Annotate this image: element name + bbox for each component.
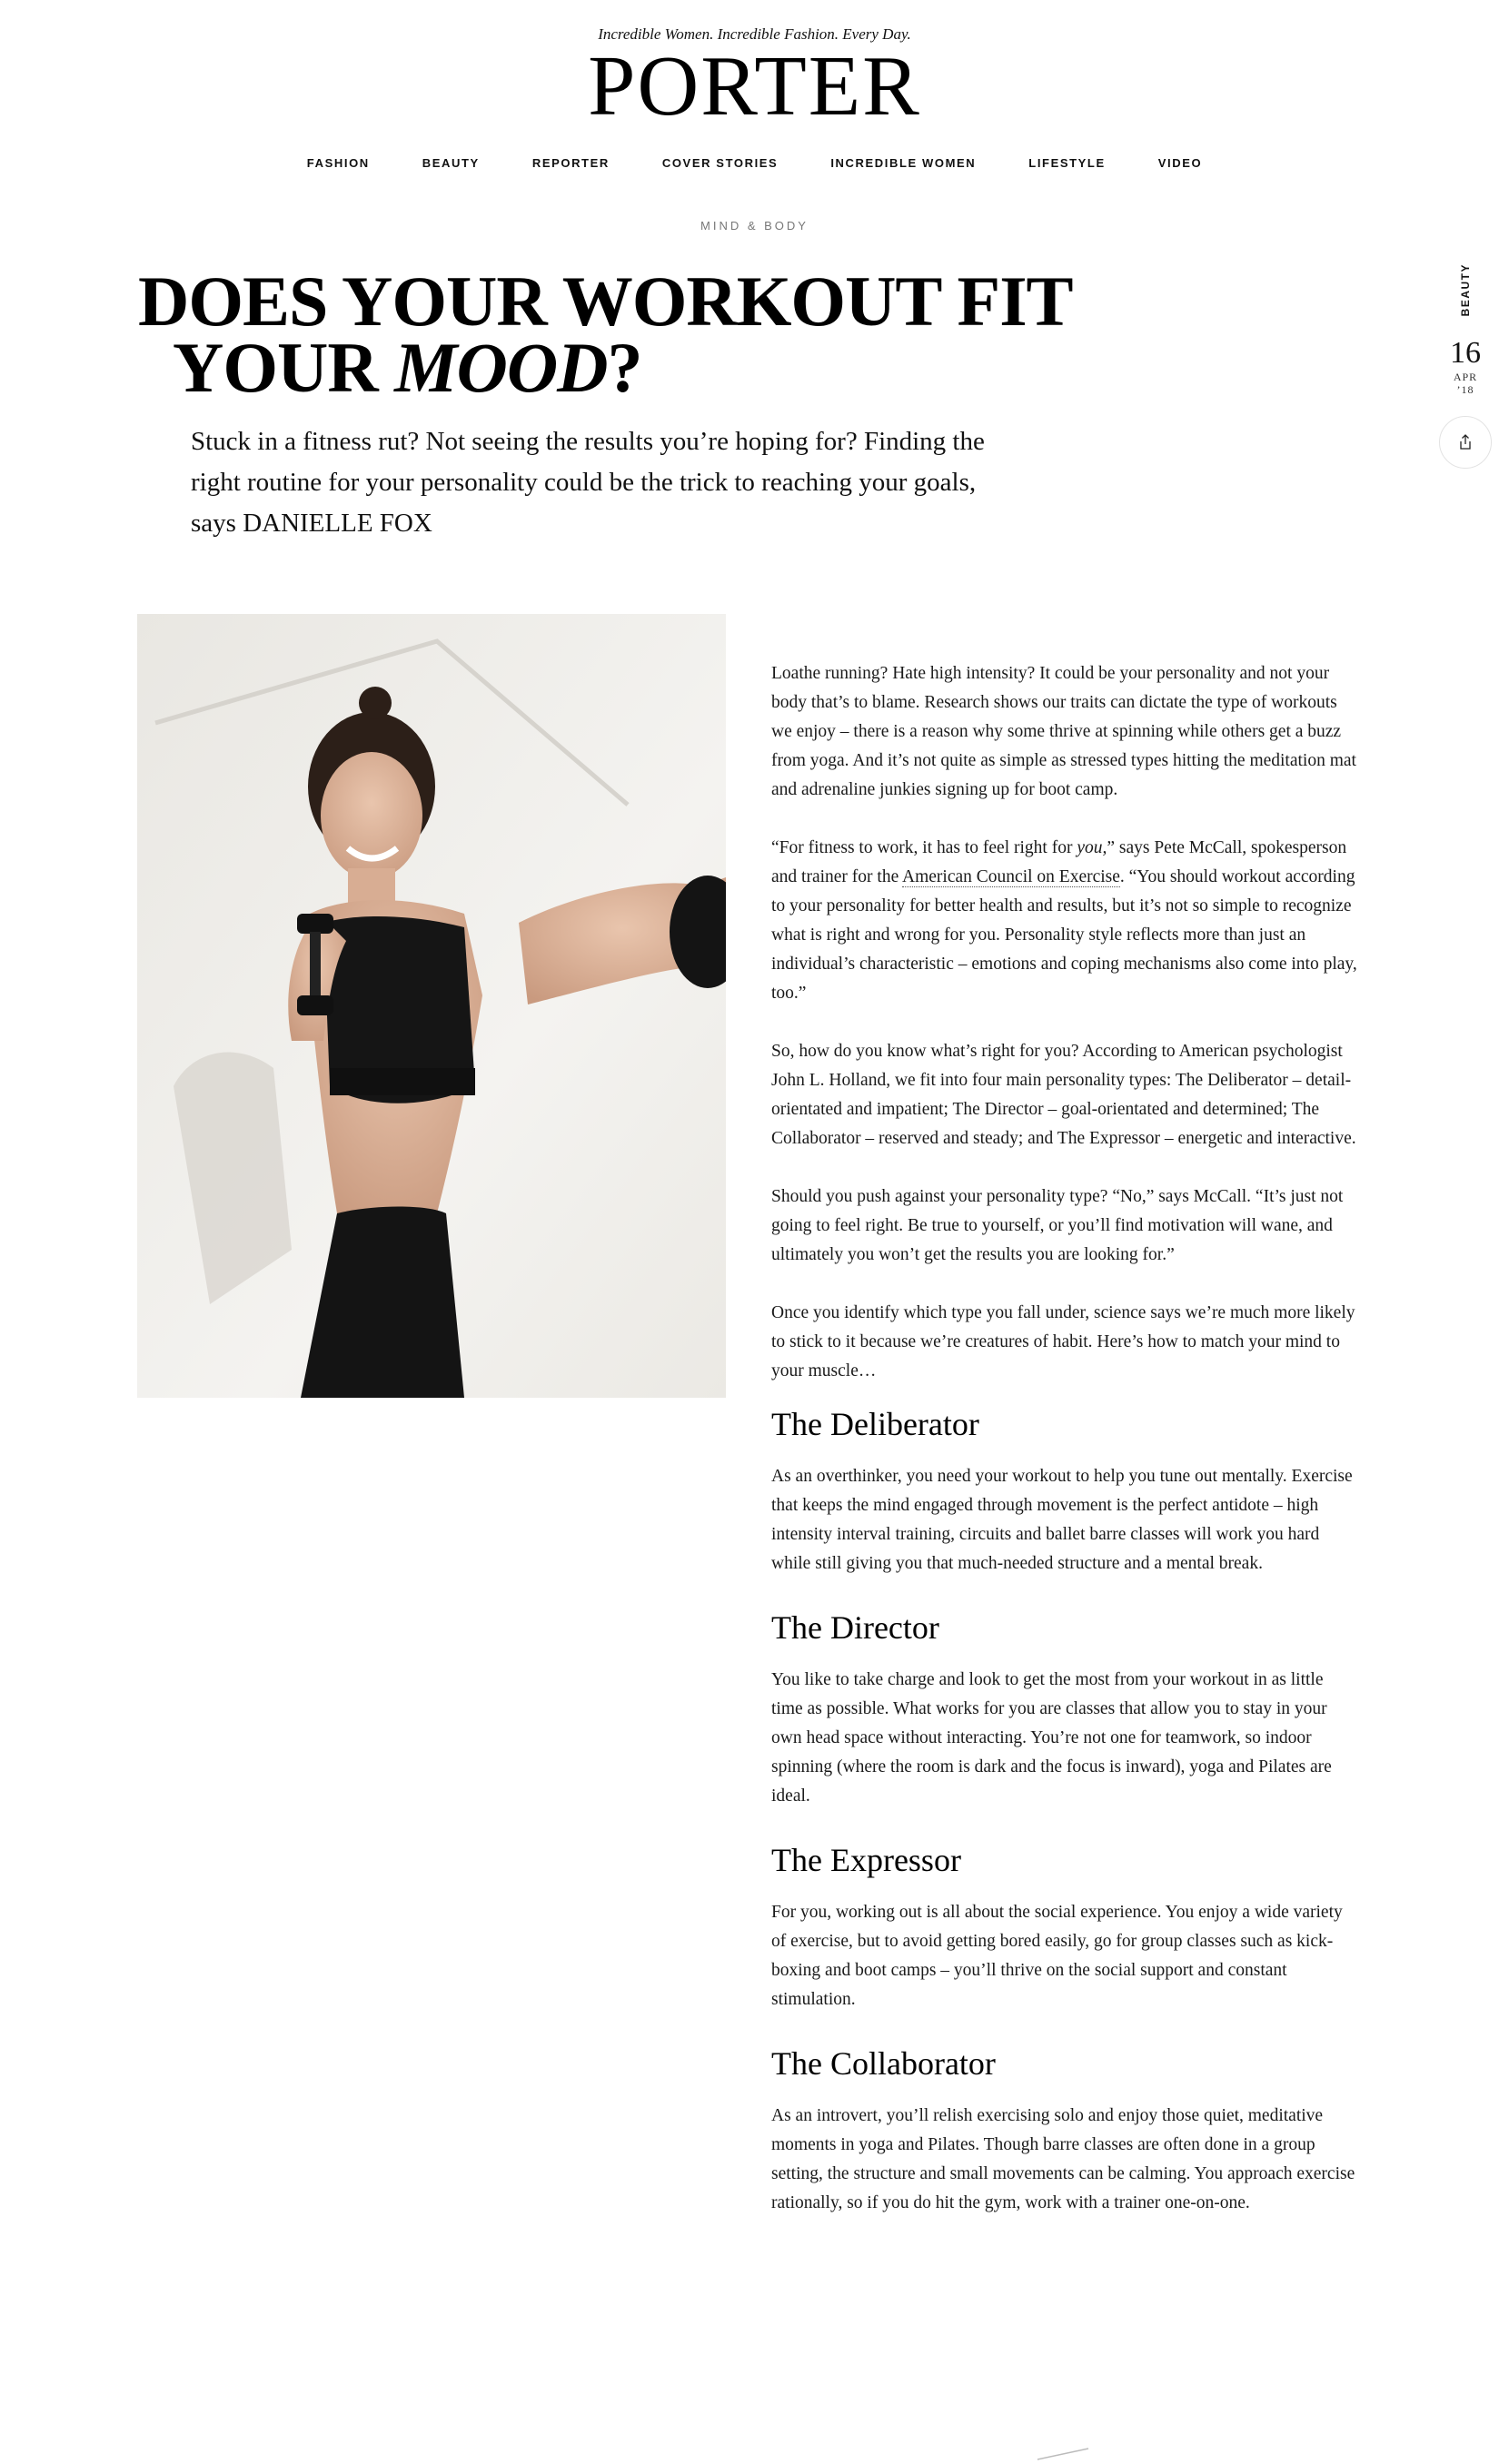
main-nav — [0, 156, 1509, 170]
article-body — [771, 659, 1358, 2247]
heading-expressor: The Expressor — [771, 1842, 961, 1878]
paragraph-2-start: “For fitness to work, it has to feel right for — [771, 838, 1077, 857]
nav-item-beauty[interactable]: BEAUTY — [422, 156, 480, 170]
paragraph-1: Loathe running? Hate high intensity? It could be your personality and not your body that’s to blame. Research shows our traits can dictate the type of workouts we enjoy – there is a reason why some thrive at spinning while others get a buzz from yoga. And it’s not quite as simple as stressed types hitting the meditation mat and adrenaline junkies signing up for boot camp. — [771, 664, 1356, 799]
nav-item-cover-stories[interactable]: COVER STORIES — [661, 156, 779, 170]
ace-link[interactable]: American Council on Exercise — [902, 867, 1120, 886]
paragraph-5: Once you identify which type you fall under, science says we’re much more likely to stick to it because we’re creatures of habit. Here’s how to match your mind to your muscle… — [771, 1303, 1355, 1380]
porter-logo[interactable]: PORTER — [588, 39, 921, 134]
publish-year: ’18 — [1456, 383, 1474, 397]
paragraph-deliberator: As an overthinker, you need your workout to help you tune out mentally. Exercise that keeps the mind engaged through movement is the perfect antidote – high intensity interval training, circuits and ballet barre classes will work you hard while still giving you that much-needed structure and a mental break. — [771, 1467, 1353, 1573]
paragraph-expressor: For you, working out is all about the social experience. You enjoy a wide variety of exercise, but to avoid getting bored easily, go for group classes such as kick-boxing and boot camps – you’ll thrive on the social support and constant stimulation. — [771, 1903, 1343, 2009]
nav-item-lifestyle[interactable]: LIFESTYLE — [1028, 156, 1106, 170]
nav-item-reporter[interactable]: REPORTER — [531, 156, 610, 170]
publish-day: 16 — [1450, 336, 1481, 371]
hero-photo-illustration — [137, 614, 726, 1398]
paragraph-director: You like to take charge and look to get the most from your workout in as little time as possible. What works for you are classes that allow you to stay in your own head space without interacting. You’re not one for teamwork, so indoor spinning (where the room is dark and the focus is inward), yoga and Pilates are ideal. — [771, 1670, 1332, 1806]
headline-line-1: DOES YOUR WORKOUT FIT — [138, 262, 1073, 341]
nav-item-incredible-women[interactable]: INCREDIBLE WOMEN — [830, 156, 977, 170]
paragraph-2-emphasis: you, — [1077, 838, 1107, 857]
rail-category-link[interactable]: BEAUTY — [1459, 263, 1472, 317]
nav-item-fashion[interactable]: FASHION — [306, 156, 370, 170]
article-standfirst: Stuck in a fitness rut? Not seeing the results you’re hoping for? Finding the right routine for your personality could be the trick to reaching your goals, says DANIELLE FOX — [191, 427, 985, 538]
headline-mood: MOOD — [394, 327, 608, 407]
headline-question-mark: ? — [607, 327, 642, 407]
divider-flourish — [1036, 2447, 1090, 2461]
share-button[interactable] — [1439, 416, 1492, 469]
paragraph-4: Should you push against your personality type? “No,” says McCall. “It’s just not going to feel right. Be true to yourself, or you’ll find motivation will wane, and ultimately you won’t get the results you are looking for.” — [771, 1187, 1344, 1264]
article-meta-rail — [1435, 263, 1495, 469]
nav-item-video[interactable]: VIDEO — [1157, 156, 1203, 170]
paragraph-2 — [771, 834, 1358, 1008]
paragraph-2-middle: ” says Pete McCall, spokesperson and trainer for the — [771, 838, 1347, 886]
hero-image — [137, 614, 726, 1398]
paragraph-collaborator: As an introvert, you’ll relish exercising solo and enjoy those quiet, meditative moments in yoga and Pilates. Though barre classes are often done in a group setting, the structure and small movements can be calming. You approach exercise rationally, so if you do hit the gym, work with a trainer one-on-one. — [771, 2106, 1355, 2212]
heading-collaborator: The Collaborator — [771, 2045, 996, 2082]
article-headline — [138, 262, 1092, 407]
headline-line-2 — [138, 327, 1092, 407]
section-label[interactable]: MIND & BODY — [700, 219, 809, 233]
paragraph-2-end: . “You should workout according to your personality for better health and results, but it’s not so simple to recognize what is right and wrong for you. Personality style reflects more than just an individual’s characteristic – emotions and coping mechanisms also come into play, too.” — [771, 867, 1357, 1003]
brand-tagline: Incredible Women. Incredible Fashion. Every Day. — [598, 25, 911, 43]
heading-director: The Director — [771, 1609, 939, 1646]
publish-month: APR — [1453, 371, 1478, 384]
paragraph-3: So, how do you know what’s right for you? According to American psychologist John L. Holland, we fit into four main personality types: The Deliberator – detail-orientated and impatient; The Director – goal-orientated and determined; The Collaborator – reserved and steady; and The Expressor – energetic and interactive. — [771, 1042, 1356, 1148]
heading-deliberator: The Deliberator — [771, 1406, 979, 1442]
headline-your: YOUR — [173, 327, 395, 407]
share-icon — [1456, 433, 1474, 451]
